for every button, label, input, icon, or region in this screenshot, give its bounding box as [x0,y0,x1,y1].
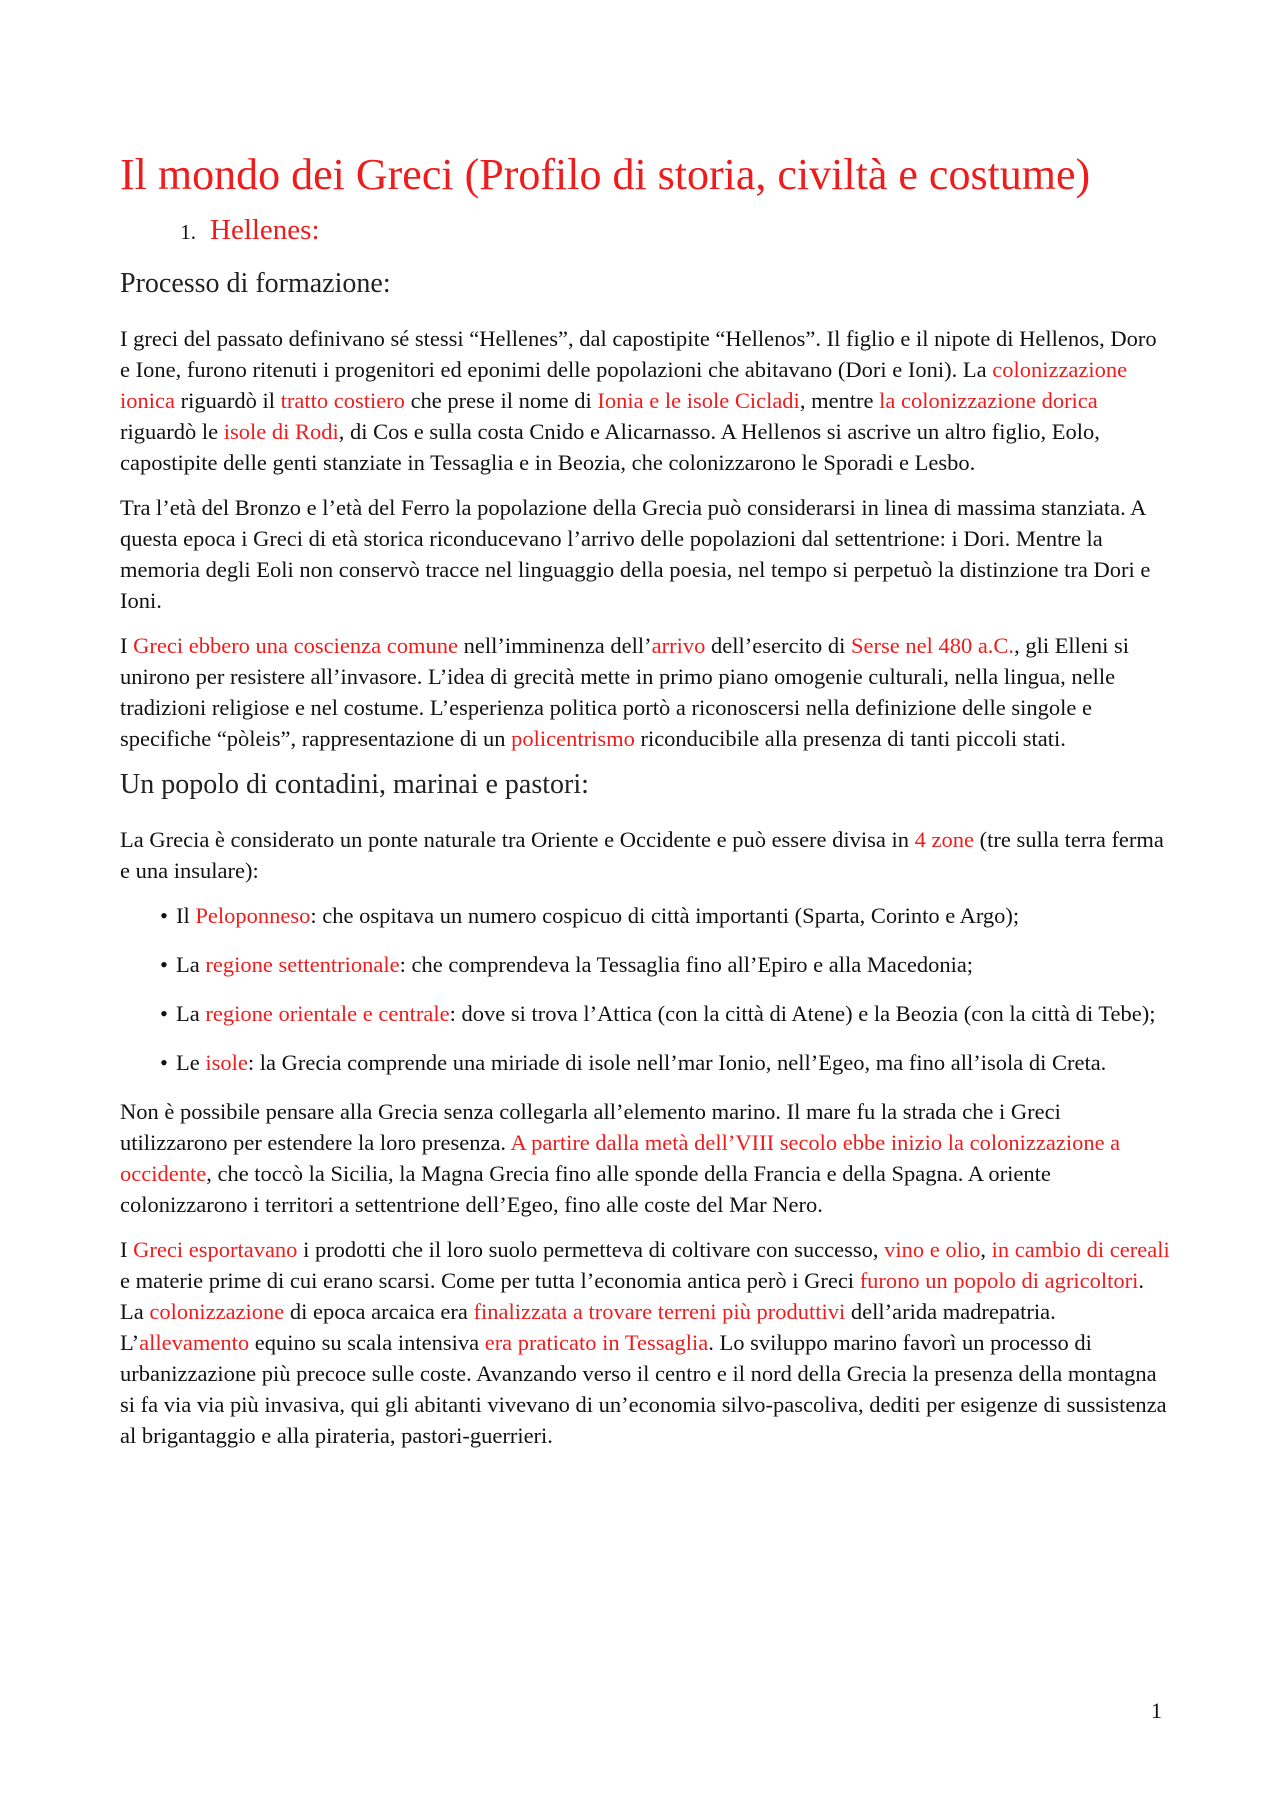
highlighted-text: era praticato in Tessaglia [484,1330,709,1355]
text-run: : la Grecia comprende una miriade di isole nell’mar Ionio, nell’Egeo, ma fino all’isola di Creta. [247,1050,1107,1075]
text-run: riguardò il [174,388,281,413]
highlighted-text: furono un popolo di agricoltori [859,1268,1139,1293]
text-run: Il [176,903,196,928]
highlighted-text: Peloponneso [195,903,311,928]
text-run: , mentre [799,388,880,413]
highlighted-text: tratto costiero [280,388,405,413]
highlighted-text: policentrismo [511,726,635,751]
section-title: Hellenes: [210,214,320,246]
text-run: Le [176,1050,206,1075]
text-run: , di Cos e sulla costa Cnido e Alicarnasso. A Hellenos si ascrive un altro figlio, Eolo, capostipite delle genti stanziate in Tessaglia e in Beozia, che colonizzarono le Sporadi e Lesbo. [120,419,1100,475]
highlighted-text: Greci ebbero una coscienza comune [133,633,458,658]
section-heading [120,214,1170,247]
bullet-icon: • [160,952,168,977]
text-run: dell’arida madrepatria. L’ [120,1299,1056,1355]
highlighted-text: Ionia e le isole Cicladi [597,388,800,413]
list-item-text [176,1047,1170,1078]
paragraph [120,323,1170,478]
text-run: I [120,1237,134,1262]
paragraph [120,492,1170,616]
section-number: 1. [180,220,196,244]
text-run: riconducibile alla presenza di tanti piccoli stati. [634,726,1066,751]
text-run: che prese il nome di [404,388,598,413]
text-run: dell’esercito di [705,633,851,658]
highlighted-text: allevamento [139,1330,250,1355]
document-body [120,148,1170,1465]
highlighted-text: regione settentrionale [205,952,400,977]
highlighted-text: 4 zone [914,827,975,852]
text-run: , gli Elleni si unirono per resistere all’invasore. L’idea di grecità mette in primo piano omogenie culturali, nella lingua, nelle tradizioni religiose e nel costume. L’esperienza politica portò a riconoscersi nella definizione delle singole e specifiche “pòleis”, rappresentazione di un [120,633,1130,751]
highlighted-text: Serse nel 480 a.C. [850,633,1015,658]
list-item [120,998,1170,1029]
paragraph [120,824,1170,886]
bullet-icon: • [160,1001,168,1026]
text-run: e materie prime di cui erano scarsi. Come per tutta l’economia antica però i Greci [120,1268,860,1293]
text-run: : che ospitava un numero cospicuo di città importanti (Sparta, Corinto e Argo); [310,903,1020,928]
highlighted-text: arrivo [651,633,706,658]
highlighted-text: Greci esportavano [133,1237,298,1262]
text-run: La Grecia è considerato un ponte naturale tra Oriente e Occidente e può essere divisa in [120,827,915,852]
paragraph [120,1234,1170,1451]
highlighted-text: colonizzazione [149,1299,285,1324]
highlighted-text: la colonizzazione dorica [879,388,1098,413]
paragraph [120,630,1170,754]
subheading-formation: Processo di formazione: [120,268,391,299]
text-run: riguardò le [120,419,224,444]
page-title: Il mondo dei Greci (Profilo di storia, civiltà e costume) [120,150,1091,199]
highlighted-text: in cambio di cereali [991,1237,1170,1262]
text-run: nell’imminenza dell’ [457,633,652,658]
highlighted-text: isole di Rodi [223,419,339,444]
text-run: equino su scala intensiva [249,1330,485,1355]
list-item [120,949,1170,980]
text-run: : dove si trova l’Attica (con la città di Atene) e la Beozia (con la città di Tebe); [449,1001,1156,1026]
zones-list [120,900,1170,1078]
highlighted-text: finalizzata a trovare terreni più produttivi [473,1299,846,1324]
text-run: La [176,952,206,977]
list-item-text [176,998,1170,1029]
text-run: I [120,633,134,658]
text-run: i prodotti che il loro suolo permetteva di coltivare con successo, [297,1237,885,1262]
text-run: I greci del passato definivano sé stessi “Hellenes”, dal capostipite “Hellenos”. Il figlio e il nipote di Hellenos, Doro e Ione, furono ritenuti i progenitori ed eponimi delle popolazioni che abitavano (Dori e Ioni). La [120,326,1157,382]
subheading-people: Un popolo di contadini, marinai e pastori: [120,769,589,800]
highlighted-text: A partire dalla metà dell’VIII secolo ebbe inizio la colonizzazione a occidente [120,1130,1121,1186]
highlighted-text: regione orientale e centrale [205,1001,450,1026]
bullet-icon: • [160,1050,168,1075]
list-item [120,1047,1170,1078]
text-run: , [980,1237,992,1262]
text-run: Non è possibile pensare alla Grecia senza collegarla all’elemento marino. Il mare fu la strada che i Greci utilizzarono per estendere la loro presenza. [120,1099,1061,1155]
highlighted-text: vino e olio [884,1237,981,1262]
text-run: (tre sulla terra ferma e una insulare): [120,827,1164,883]
paragraph [120,1096,1170,1220]
text-run: La [176,1001,206,1026]
list-item [120,900,1170,931]
text-run: . La [120,1268,1145,1324]
list-item-text [176,900,1170,931]
text-run: di epoca arcaica era [284,1299,474,1324]
highlighted-text: isole [205,1050,248,1075]
text-run: , che toccò la Sicilia, la Magna Grecia fino alle sponde della Francia e della Spagna. A oriente colonizzarono i territori a settentrione dell’Egeo, fino alle coste del Mar Nero. [120,1161,1051,1217]
highlighted-text: colonizzazione ionica [120,357,1128,413]
text-run: . Lo sviluppo marino favorì un processo di urbanizzazione più precoce sulle coste. Avanzando verso il centro e il nord della Grecia la presenza della montagna si fa via via più invasiva, qui gli abitanti vivevano di un’economia silvo-pascoliva, dediti per esigenze di sussistenza al brigantaggio e alla pirateria, pastori-guerrieri. [120,1330,1167,1448]
text-run: Tra l’età del Bronzo e l’età del Ferro la popolazione della Grecia può considerarsi in linea di massima stanziata. A questa epoca i Greci di età storica riconducevano l’arrivo delle popolazioni dal settentrione: i Dori. Mentre la memoria degli Eoli non conservò tracce nel linguaggio della poesia, nel tempo si perpetuò la distinzione tra Dori e Ioni. [120,495,1151,613]
text-run: : che comprendeva la Tessaglia fino all’Epiro e alla Macedonia; [399,952,974,977]
list-item-text [176,949,1170,980]
bullet-icon: • [160,903,168,928]
page-number: 1 [1151,1698,1162,1723]
